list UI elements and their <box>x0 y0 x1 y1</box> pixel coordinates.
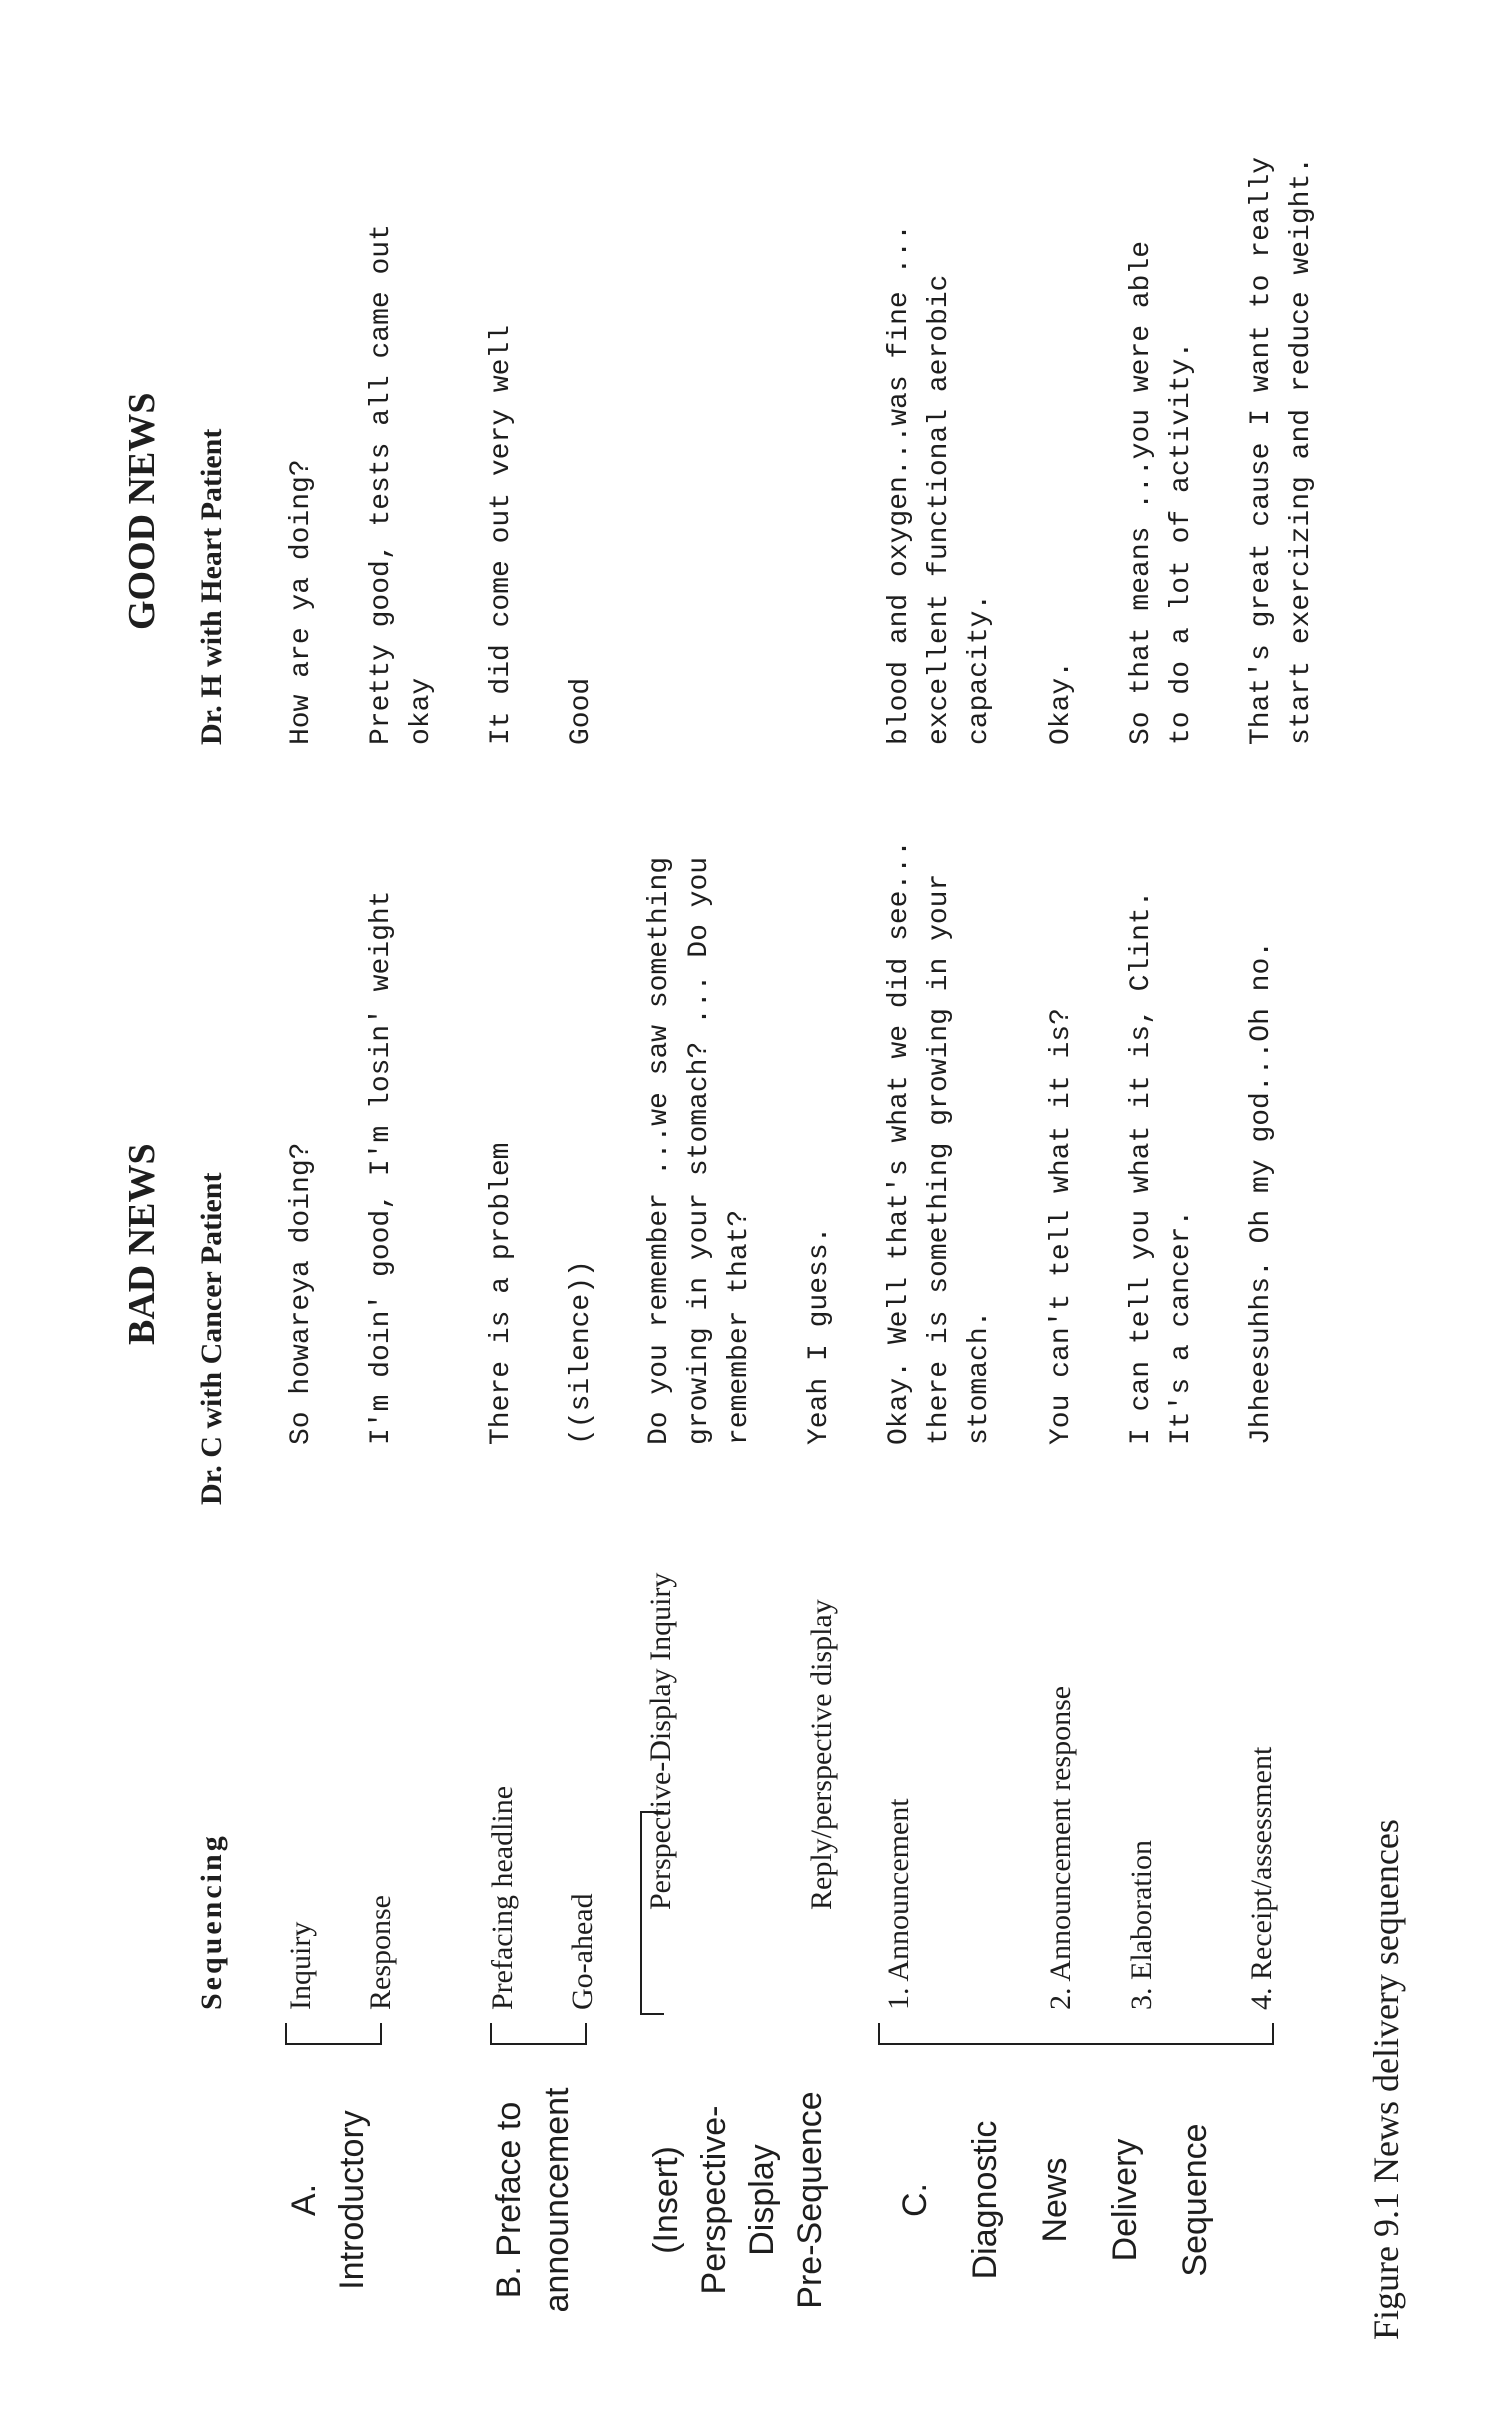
bad-news-receipt-text: Jhheesuhhs. Oh my god...Oh no. <box>1246 940 1277 1445</box>
row-label-go-ahead: Go-ahead <box>566 1893 599 2010</box>
bad-news-inquiry-text: So howareya doing? <box>286 1142 317 1445</box>
dr-c-column-heading: Dr. C with Cancer Patient <box>195 1172 228 1505</box>
group-insert-label: (Insert) Perspective- Display Pre-Sequence <box>647 2091 829 2309</box>
bad-news-announcement-response-text: You can't tell what it is? <box>1046 1008 1077 1445</box>
row-label-receipt-assessment: 4. Receipt/assessment <box>1245 1746 1278 2010</box>
row-label-inquiry: Inquiry <box>284 1921 317 2010</box>
bad-news-reply-text: Yeah I guess. <box>804 1226 835 1445</box>
figure-caption: Figure 9.1 News delivery sequences <box>1366 1819 1406 2340</box>
good-news-receipt-text: That's great cause I want to really start exercizing and reduce weight. <box>1246 156 1317 745</box>
row-label-prefacing-headline: Prefacing headline <box>486 1785 519 2010</box>
row-label-announcement-response: 2. Announcement response <box>1044 1685 1077 2010</box>
row-label-perspective-display-inquiry: Perspective-Display Inquiry <box>644 1572 677 1910</box>
bracket-diagnostic <box>878 2023 1274 2045</box>
good-news-go-ahead-text: Good <box>566 677 597 745</box>
sequencing-heading: Sequencing <box>195 1833 228 2010</box>
group-b-label: B. Preface to announcement <box>490 2087 576 2313</box>
row-label-response: Response <box>364 1895 397 2010</box>
row-label-reply-perspective-display: Reply/perspective display <box>805 1599 838 1910</box>
row-label-elaboration: 3. Elaboration <box>1125 1840 1158 2010</box>
bad-news-prefacing-text: There is a problem <box>486 1142 517 1445</box>
row-label-announcement: 1. Announcement <box>882 1798 915 2010</box>
good-news-inquiry-text: How are ya doing? <box>286 459 317 745</box>
good-news-announcement-text: blood and oxygen...was fine ... excellent functional aerobic capacity. <box>884 224 995 745</box>
good-news-prefacing-text: It did come out very well <box>486 324 517 745</box>
bad-news-heading: BAD NEWS <box>121 1143 163 1345</box>
bracket-introductory <box>285 2023 382 2045</box>
dr-h-column-heading: Dr. H with Heart Patient <box>195 428 228 745</box>
good-news-heading: GOOD NEWS <box>121 392 163 630</box>
group-c-label: C. Diagnostic News Delivery Sequence <box>896 2120 1214 2280</box>
bad-news-perspective-inquiry-text: Do you remember ...we saw something growing in your stomach? ... Do you remember that? <box>644 856 755 1445</box>
good-news-announcement-response-text: Okay. <box>1046 660 1077 745</box>
good-news-elaboration-text: So that means ...you were able to do a lot of activity. <box>1126 240 1197 745</box>
bad-news-go-ahead-text: ((silence)) <box>566 1260 597 1445</box>
good-news-response-text: Pretty good, tests all came out okay <box>366 224 437 745</box>
bad-news-elaboration-text: I can tell you what it is, Clint. It's a cancer. <box>1126 890 1197 1445</box>
bracket-preface <box>490 2023 587 2045</box>
group-a-label: A. Introductory <box>285 2110 371 2290</box>
bad-news-announcement-text: Okay. Well that's what we did see... there is something growing in your stomach. <box>884 840 995 1445</box>
bad-news-response-text: I'm doin' good, I'm losin' weight <box>366 890 397 1445</box>
